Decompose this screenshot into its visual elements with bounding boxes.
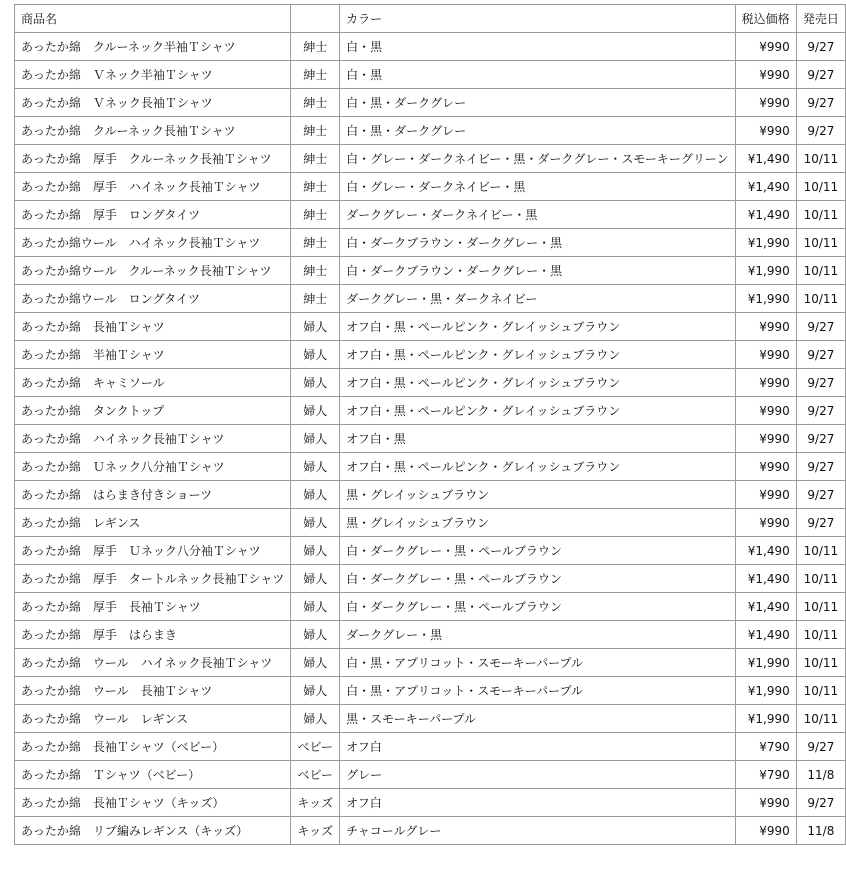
price-cell: ¥990	[735, 369, 796, 397]
price-cell: ¥1,490	[735, 201, 796, 229]
table-row	[15, 145, 846, 173]
release-date-cell: 9/27	[796, 33, 845, 61]
color-cell: オフ白・黒・ペールピンク・グレイッシュブラウン	[340, 369, 735, 397]
release-date-cell: 9/27	[796, 369, 845, 397]
price-cell: ¥1,490	[735, 593, 796, 621]
category-cell: 婦人	[291, 453, 340, 481]
table-row	[15, 677, 846, 705]
price-cell: ¥1,490	[735, 621, 796, 649]
product-name-cell: あったか綿 リブ編みレギンス（キッズ）	[15, 817, 291, 845]
price-cell: ¥1,990	[735, 677, 796, 705]
price-cell: ¥990	[735, 89, 796, 117]
header-product-name: 商品名	[15, 5, 291, 33]
category-cell: 婦人	[291, 537, 340, 565]
table-row	[15, 173, 846, 201]
product-name-cell: あったか綿 タンクトップ	[15, 397, 291, 425]
release-date-cell: 10/11	[796, 565, 845, 593]
price-cell: ¥990	[735, 341, 796, 369]
product-name-cell: あったか綿 ウール レギンス	[15, 705, 291, 733]
category-cell: 紳士	[291, 229, 340, 257]
color-cell: 黒・グレイッシュブラウン	[340, 509, 735, 537]
color-cell: ダークグレー・黒・ダークネイビー	[340, 285, 735, 313]
color-cell: 白・黒	[340, 33, 735, 61]
table-row	[15, 733, 846, 761]
category-cell: 紳士	[291, 145, 340, 173]
color-cell: 白・ダークグレー・黒・ペールブラウン	[340, 565, 735, 593]
category-cell: 紳士	[291, 201, 340, 229]
price-cell: ¥1,990	[735, 257, 796, 285]
table-row	[15, 789, 846, 817]
price-cell: ¥1,490	[735, 537, 796, 565]
product-name-cell: あったか綿ウール ロングタイツ	[15, 285, 291, 313]
table-row	[15, 705, 846, 733]
color-cell: 白・ダークグレー・黒・ペールブラウン	[340, 593, 735, 621]
category-cell: 婦人	[291, 649, 340, 677]
category-cell: 紳士	[291, 61, 340, 89]
category-cell: 婦人	[291, 509, 340, 537]
category-cell: 婦人	[291, 369, 340, 397]
price-cell: ¥1,490	[735, 565, 796, 593]
price-cell: ¥1,490	[735, 145, 796, 173]
color-cell: 白・黒・ダークグレー	[340, 89, 735, 117]
release-date-cell: 10/11	[796, 229, 845, 257]
color-cell: オフ白	[340, 789, 735, 817]
table-row	[15, 509, 846, 537]
table-row	[15, 229, 846, 257]
category-cell: 婦人	[291, 481, 340, 509]
category-cell: 婦人	[291, 425, 340, 453]
product-name-cell: あったか綿 キャミソール	[15, 369, 291, 397]
product-name-cell: あったか綿 長袖Ｔシャツ	[15, 313, 291, 341]
release-date-cell: 9/27	[796, 509, 845, 537]
price-cell: ¥990	[735, 481, 796, 509]
table-row	[15, 313, 846, 341]
release-date-cell: 9/27	[796, 425, 845, 453]
product-name-cell: あったか綿 Ｔシャツ（ベビー）	[15, 761, 291, 789]
release-date-cell: 9/27	[796, 453, 845, 481]
release-date-cell: 10/11	[796, 649, 845, 677]
category-cell: ベビー	[291, 733, 340, 761]
price-cell: ¥990	[735, 425, 796, 453]
release-date-cell: 10/11	[796, 145, 845, 173]
color-cell: 白・ダークグレー・黒・ペールブラウン	[340, 537, 735, 565]
category-cell: 紳士	[291, 117, 340, 145]
color-cell: オフ白・黒・ペールピンク・グレイッシュブラウン	[340, 313, 735, 341]
color-cell: ダークグレー・ダークネイビー・黒	[340, 201, 735, 229]
product-name-cell: あったか綿ウール クルーネック長袖Ｔシャツ	[15, 257, 291, 285]
table-row	[15, 817, 846, 845]
release-date-cell: 9/27	[796, 397, 845, 425]
product-name-cell: あったか綿 厚手 クルーネック長袖Ｔシャツ	[15, 145, 291, 173]
product-name-cell: あったか綿 厚手 はらまき	[15, 621, 291, 649]
release-date-cell: 10/11	[796, 285, 845, 313]
color-cell: 白・黒	[340, 61, 735, 89]
release-date-cell: 10/11	[796, 593, 845, 621]
color-cell: 黒・グレイッシュブラウン	[340, 481, 735, 509]
release-date-cell: 9/27	[796, 117, 845, 145]
table-row	[15, 89, 846, 117]
color-cell: オフ白・黒	[340, 425, 735, 453]
table-row	[15, 565, 846, 593]
color-cell: 黒・スモーキーパープル	[340, 705, 735, 733]
table-row	[15, 425, 846, 453]
header-price: 税込価格	[735, 5, 796, 33]
release-date-cell: 10/11	[796, 201, 845, 229]
category-cell: 婦人	[291, 397, 340, 425]
color-cell: オフ白・黒・ペールピンク・グレイッシュブラウン	[340, 341, 735, 369]
color-cell: オフ白・黒・ペールピンク・グレイッシュブラウン	[340, 453, 735, 481]
color-cell: グレー	[340, 761, 735, 789]
price-cell: ¥1,990	[735, 285, 796, 313]
price-cell: ¥990	[735, 397, 796, 425]
table-row	[15, 537, 846, 565]
table-row	[15, 397, 846, 425]
product-name-cell: あったか綿 クルーネック半袖Ｔシャツ	[15, 33, 291, 61]
product-name-cell: あったか綿 はらまき付きショーツ	[15, 481, 291, 509]
color-cell: 白・グレー・ダークネイビー・黒	[340, 173, 735, 201]
product-name-cell: あったか綿 厚手 ハイネック長袖Ｔシャツ	[15, 173, 291, 201]
category-cell: 紳士	[291, 285, 340, 313]
header-color: カラー	[340, 5, 735, 33]
release-date-cell: 10/11	[796, 705, 845, 733]
product-name-cell: あったか綿 ハイネック長袖Ｔシャツ	[15, 425, 291, 453]
product-name-cell: あったか綿 厚手 Ｕネック八分袖Ｔシャツ	[15, 537, 291, 565]
table-row	[15, 117, 846, 145]
price-cell: ¥790	[735, 761, 796, 789]
table-row	[15, 453, 846, 481]
release-date-cell: 9/27	[796, 89, 845, 117]
price-cell: ¥1,990	[735, 649, 796, 677]
release-date-cell: 10/11	[796, 257, 845, 285]
color-cell: チャコールグレー	[340, 817, 735, 845]
table-row	[15, 201, 846, 229]
price-cell: ¥990	[735, 509, 796, 537]
category-cell: 婦人	[291, 313, 340, 341]
price-cell: ¥1,990	[735, 705, 796, 733]
category-cell: 紳士	[291, 257, 340, 285]
price-cell: ¥990	[735, 117, 796, 145]
category-cell: 婦人	[291, 705, 340, 733]
release-date-cell: 9/27	[796, 733, 845, 761]
table-row	[15, 761, 846, 789]
category-cell: キッズ	[291, 817, 340, 845]
table-header-row	[15, 5, 846, 33]
category-cell: 婦人	[291, 621, 340, 649]
price-cell: ¥990	[735, 313, 796, 341]
product-name-cell: あったか綿 半袖Ｔシャツ	[15, 341, 291, 369]
category-cell: ベビー	[291, 761, 340, 789]
product-name-cell: あったか綿 厚手 タートルネック長袖Ｔシャツ	[15, 565, 291, 593]
color-cell: 白・黒・アプリコット・スモーキーパープル	[340, 677, 735, 705]
price-cell: ¥990	[735, 61, 796, 89]
color-cell: 白・ダークブラウン・ダークグレー・黒	[340, 229, 735, 257]
header-category	[291, 5, 340, 33]
release-date-cell: 10/11	[796, 173, 845, 201]
product-name-cell: あったか綿 ウール 長袖Ｔシャツ	[15, 677, 291, 705]
product-table	[14, 4, 846, 845]
release-date-cell: 11/8	[796, 761, 845, 789]
price-cell: ¥790	[735, 733, 796, 761]
release-date-cell: 11/8	[796, 817, 845, 845]
table-row	[15, 341, 846, 369]
release-date-cell: 9/27	[796, 61, 845, 89]
category-cell: 紳士	[291, 173, 340, 201]
category-cell: キッズ	[291, 789, 340, 817]
color-cell: ダークグレー・黒	[340, 621, 735, 649]
product-name-cell: あったか綿 レギンス	[15, 509, 291, 537]
category-cell: 婦人	[291, 565, 340, 593]
table-row	[15, 481, 846, 509]
table-row	[15, 593, 846, 621]
table-row	[15, 257, 846, 285]
table-row	[15, 33, 846, 61]
release-date-cell: 9/27	[796, 481, 845, 509]
color-cell: 白・黒・ダークグレー	[340, 117, 735, 145]
category-cell: 紳士	[291, 89, 340, 117]
color-cell: 白・黒・アプリコット・スモーキーパープル	[340, 649, 735, 677]
product-name-cell: あったか綿ウール ハイネック長袖Ｔシャツ	[15, 229, 291, 257]
price-cell: ¥990	[735, 33, 796, 61]
product-name-cell: あったか綿 Ｖネック長袖Ｔシャツ	[15, 89, 291, 117]
header-release-date: 発売日	[796, 5, 845, 33]
table-row	[15, 621, 846, 649]
color-cell: 白・ダークブラウン・ダークグレー・黒	[340, 257, 735, 285]
product-name-cell: あったか綿 クルーネック長袖Ｔシャツ	[15, 117, 291, 145]
release-date-cell: 9/27	[796, 789, 845, 817]
category-cell: 婦人	[291, 593, 340, 621]
color-cell: 白・グレー・ダークネイビー・黒・ダークグレー・スモーキーグリーン	[340, 145, 735, 173]
category-cell: 婦人	[291, 341, 340, 369]
table-row	[15, 649, 846, 677]
category-cell: 紳士	[291, 33, 340, 61]
category-cell: 婦人	[291, 677, 340, 705]
release-date-cell: 10/11	[796, 537, 845, 565]
release-date-cell: 10/11	[796, 677, 845, 705]
table-row	[15, 61, 846, 89]
release-date-cell: 9/27	[796, 341, 845, 369]
product-name-cell: あったか綿 Ｖネック半袖Ｔシャツ	[15, 61, 291, 89]
product-name-cell: あったか綿 長袖Ｔシャツ（ベビー）	[15, 733, 291, 761]
price-cell: ¥990	[735, 817, 796, 845]
product-name-cell: あったか綿 厚手 長袖Ｔシャツ	[15, 593, 291, 621]
release-date-cell: 9/27	[796, 313, 845, 341]
color-cell: オフ白	[340, 733, 735, 761]
table-row	[15, 369, 846, 397]
color-cell: オフ白・黒・ペールピンク・グレイッシュブラウン	[340, 397, 735, 425]
product-name-cell: あったか綿 厚手 ロングタイツ	[15, 201, 291, 229]
price-cell: ¥1,490	[735, 173, 796, 201]
price-cell: ¥1,990	[735, 229, 796, 257]
price-cell: ¥990	[735, 789, 796, 817]
release-date-cell: 10/11	[796, 621, 845, 649]
product-table-body	[15, 5, 846, 845]
price-cell: ¥990	[735, 453, 796, 481]
product-name-cell: あったか綿 Ｕネック八分袖Ｔシャツ	[15, 453, 291, 481]
product-name-cell: あったか綿 ウール ハイネック長袖Ｔシャツ	[15, 649, 291, 677]
table-row	[15, 285, 846, 313]
product-name-cell: あったか綿 長袖Ｔシャツ（キッズ）	[15, 789, 291, 817]
